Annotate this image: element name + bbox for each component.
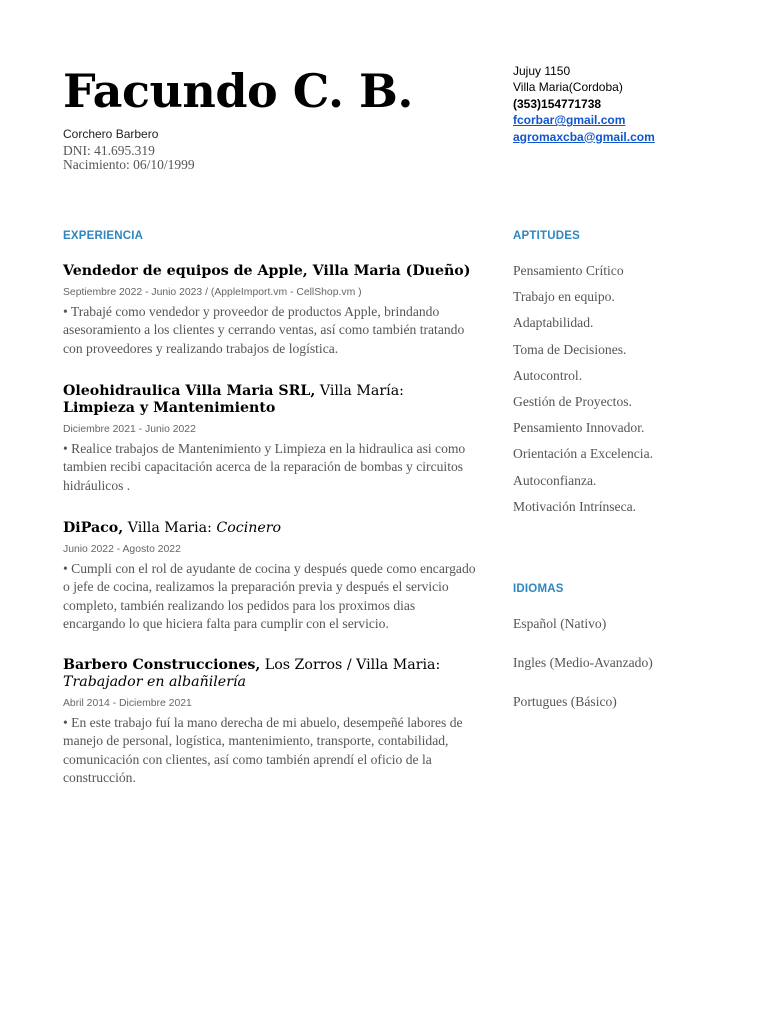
job-title-text: Vendedor de equipos de Apple, Villa Maria (Dueño): [63, 263, 471, 279]
experience-heading: EXPERIENCIA: [63, 230, 144, 242]
job-title: [63, 263, 478, 280]
address-line-1: Jujuy 1150: [513, 64, 571, 78]
birth-line: Nacimiento: 06/10/1999: [63, 157, 195, 172]
skill-item: Autoconfianza.: [513, 472, 597, 488]
address-line-2: Villa Maria(Cordoba): [513, 80, 623, 95]
job-title: [63, 520, 478, 537]
job-description: • Cumpli con el rol de ayudante de cocina y después quede como encargado o jefe de cocina, realizamos la preparación previa y después el servicio completo, también realizando los pedidos para los proximos dias encargando lo que hiciera falta para cumplir con el servicio.: [63, 561, 476, 632]
job-role: Cocinero: [216, 520, 282, 536]
person-surname: Corchero Barbero: [63, 127, 159, 141]
skill-item: Motivación Intrínseca.: [513, 498, 637, 514]
job-location: Los Zorros / Villa Maria:: [260, 657, 441, 673]
contact-block: [513, 63, 753, 145]
language-item: Español (Nativo): [513, 616, 607, 631]
job-role: Limpieza y Mantenimiento: [63, 400, 276, 416]
skill-item: Pensamiento Crítico: [513, 263, 624, 278]
job-date: Junio 2022 - Agosto 2022: [63, 544, 181, 555]
job-role: Trabajador en albañilería: [63, 674, 246, 690]
languages-heading: IDIOMAS: [513, 583, 564, 595]
job-entry-apple: [63, 263, 478, 358]
job-entry-dipaco: [63, 520, 478, 634]
job-company: DiPaco,: [63, 520, 124, 536]
language-item: Portugues (Básico): [513, 694, 617, 709]
job-entry-oleohidraulica: [63, 383, 478, 495]
languages-list: [513, 615, 753, 732]
skill-item: Gestión de Proyectos.: [513, 393, 632, 409]
job-entry-barbero: [63, 657, 478, 788]
job-description: • Trabajé como vendedor y proveedor de productos Apple, brindando asesoramiento a los clientes y cerrando ventas, así como también tratando con proveedores y realizando trabajos de logística.: [63, 304, 465, 356]
job-company: Oleohidraulica Villa Maria SRL,: [63, 383, 316, 399]
dni-line: DNI: 41.695.319: [63, 143, 155, 158]
phone-number: (353)154771738: [513, 96, 602, 111]
skill-item: Pensamiento Innovador.: [513, 420, 645, 436]
job-description: • Realice trabajos de Mantenimiento y Limpieza en la hidraulica asi como tambien recibi capacitación acerca de la reparación de bombas y circuitos hidráulicos .: [63, 441, 466, 493]
skill-item: Autocontrol.: [513, 367, 583, 383]
email-link-1[interactable]: fcorbar@gmail.com: [513, 113, 626, 128]
job-date: Diciembre 2021 - Junio 2022: [63, 424, 196, 435]
skills-list: [513, 262, 753, 524]
skill-item: Orientación a Excelencia.: [513, 446, 654, 462]
job-description: • En este trabajo fuí la mano derecha de mi abuelo, desempeñé labores de manejo de personal, logística, mantenimiento, transporte, contabilidad, comunicación con clientes, así como también aprendí el oficio de la construcción.: [63, 715, 463, 786]
job-title: [63, 383, 478, 417]
job-date: Abril 2014 - Diciembre 2021: [63, 698, 192, 709]
skill-item: Adaptabilidad.: [513, 315, 594, 331]
email-link-2[interactable]: agromaxcba@gmail.com: [513, 129, 655, 144]
skill-item: Toma de Decisiones.: [513, 341, 627, 357]
skill-item: Trabajo en equipo.: [513, 289, 615, 305]
job-title: [63, 657, 478, 691]
job-company: Barbero Construcciones,: [63, 657, 261, 673]
job-location: Villa Maria:: [123, 520, 217, 536]
job-date: Septiembre 2022 - Junio 2023 / (AppleImport.vm - CellShop.vm ): [63, 287, 362, 298]
person-name: Facundo C. B.: [63, 64, 413, 118]
job-location: Villa María:: [315, 383, 404, 399]
skills-heading: APTITUDES: [513, 230, 580, 242]
language-item: Ingles (Medio-Avanzado): [513, 655, 653, 670]
